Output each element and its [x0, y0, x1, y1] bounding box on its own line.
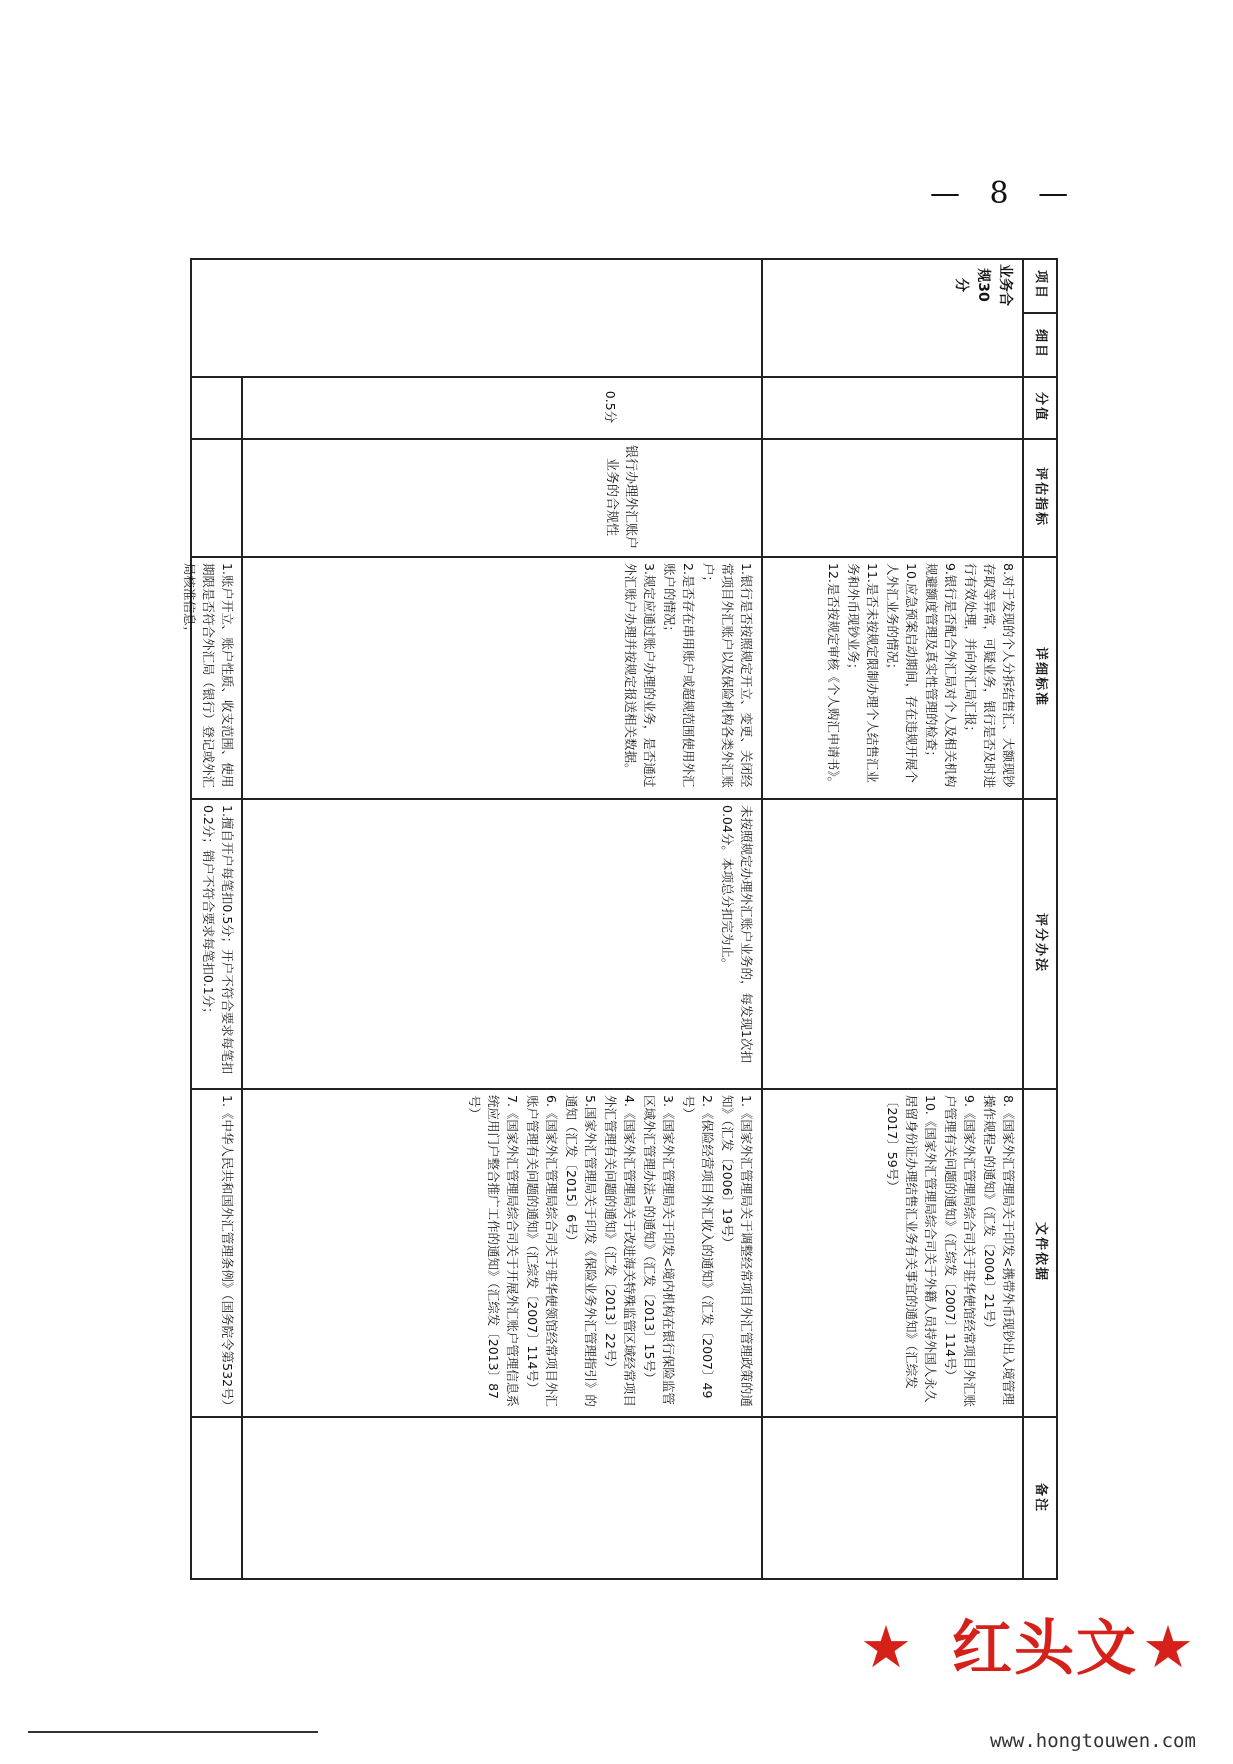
header-indicator: 评估指标 — [1033, 466, 1048, 527]
account-method: 未按照规定办理外汇账户业务的，每发现1次扣0.04分。本项总分扣完为止。 — [720, 805, 754, 1063]
basis-item: 7.《国家外汇管理局综合司关于开展外汇账户管理信息系统应用门户整合推广工作的通知》（汇综发〔2013〕87号） — [467, 1095, 520, 1407]
indicator-name: 银行办理外汇账户业务的合规性 — [604, 445, 638, 550]
basis-item: 2.《保险经营项目外汇收入的通知》（汇发〔2007〕49号） — [681, 1095, 715, 1399]
standard-item: 12.是否按规定审核《个人购汇申请书》。 — [826, 563, 841, 790]
basis-item: 1.《国家外汇管理局关于调整经常项目外汇管理政策的通知》（汇发〔2006〕19号） — [720, 1095, 754, 1407]
footer-rule — [28, 1731, 318, 1733]
basis-item: 3.《国家外汇管理局关于印发<境内机构在银行保险监管区域外汇管理办法>的通知》（汇发〔2013〕15号） — [642, 1095, 676, 1405]
next-standard: 1.账户开立、账户性质、收支范围、使用期限是否符合外汇局（银行）登记或外汇局核准信息； — [182, 563, 235, 789]
standard-item: 11.是否未按规定限制办理个人结售汇业务和外币现钞业务； — [846, 563, 880, 783]
standard-item: 9.银行是否配合外汇局对个人及相关机构规避额度管理及真实性管理的检查； — [924, 563, 958, 788]
basis-item: 5.国家外汇管理局关于印发《保险业务外汇管理指引》的通知（汇发〔2015〕6号） — [564, 1095, 598, 1407]
header-sub-item: 细目 — [1033, 328, 1048, 359]
continued-standards — [764, 556, 1022, 798]
header-score: 分值 — [1033, 391, 1048, 422]
watermark-url: www.hongtouwen.com — [990, 1730, 1196, 1752]
header-detailed-standard: 详细标准 — [1033, 646, 1048, 707]
header-basis: 文件依据 — [1033, 1221, 1048, 1282]
watermark-text: 红头文 — [952, 1614, 1138, 1684]
header-project: 项目 — [1033, 269, 1048, 300]
indicator-score: 0.5分 — [603, 390, 618, 424]
section-rule-1 — [762, 258, 764, 1580]
page-number: — 8 — — [930, 176, 1079, 211]
basis-item: 10.《国家外汇管理局综合司关于外籍人员持外国人永久居留身份证办理结售汇业务有关事宜的通知》（汇综发〔2017〕59号） — [885, 1095, 938, 1403]
star-icon: ★ — [860, 1613, 912, 1681]
header-remarks: 备注 — [1033, 1482, 1048, 1513]
standard-item: 3.规定应通过账户办理的业务，是否通过外汇账户办理并按规定报送相关数据。 — [623, 563, 657, 788]
standard-item: 1.银行是否按照规定开立、变更、关闭经常项目外汇账户以及保险机构各类外汇账户； — [701, 563, 754, 789]
assessment-table — [182, 258, 1058, 1580]
standard-item: 10.应急预案启动期间，存在违规开展个人外汇业务的情况； — [885, 563, 919, 783]
continued-basis — [764, 1088, 1022, 1416]
header-scoring-method: 评分办法 — [1033, 912, 1048, 973]
account-basis — [244, 1088, 760, 1416]
col-rule-basis — [190, 1416, 1058, 1418]
standard-item: 8.对于发现的个人分拆结售汇、大额现钞存取等异常，可疑业务，银行是否及时进行有效处理，并向外汇局汇报； — [963, 563, 1016, 789]
basis-item: 4.《国家外汇管理局关于改进海关特殊监管区域经常项目外汇管理有关问题的通知》（汇发〔2013〕22号） — [603, 1095, 637, 1407]
account-standards — [244, 556, 760, 798]
star-icon: ★ — [1142, 1613, 1194, 1681]
basis-item: 9.《国家外汇管理局综合司关于驻华使馆经常项目外汇账户管理有关问题的通知》（汇综发〔2007〕114号） — [943, 1095, 977, 1407]
basis-item: 8.《国家外汇管理局关于印发<携带外币现钞出入境管理操作规程>的通知》（汇发〔2004〕21号） — [982, 1095, 1016, 1405]
standard-item: 2.是否存在串用账户或超规范围使用外汇账户的情况； — [662, 563, 696, 788]
category-business-compliance: 业务合规30分 — [953, 264, 1013, 306]
next-method: 1.擅自开户每笔扣0.5分；开户不符合要求每笔扣0.2分；销户不符合要求每笔扣0.1分； — [201, 805, 235, 1075]
watermark-logo — [860, 1612, 1200, 1690]
next-basis: 1.《中华人民共和国外汇管理条例》（国务院令第532号） — [220, 1095, 235, 1413]
basis-item: 6.《国家外汇管理局综合司关于驻华使领馆经常项目外汇账户管理有关问题的通知》（汇综发〔2007〕114号） — [525, 1095, 559, 1407]
